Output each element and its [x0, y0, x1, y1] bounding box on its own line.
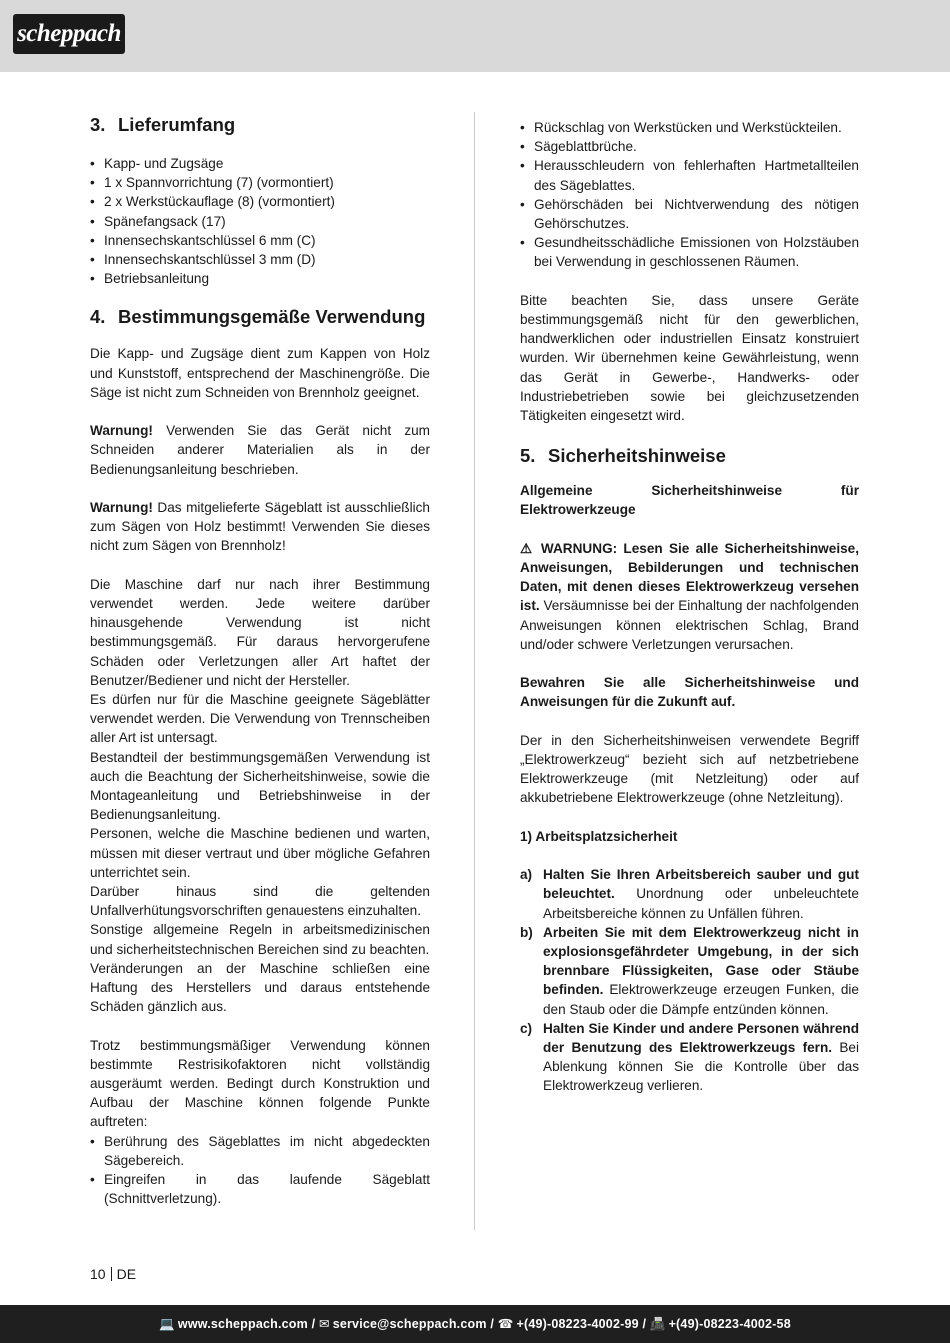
left-column: [90, 112, 430, 1209]
section-4-heading: [90, 304, 430, 330]
warning-label: Warnung!: [90, 500, 153, 516]
paragraph: Der in den Sicherheitshinweisen verwendete Begriff „Elektrowerkzeug“ bezieht sich auf netzbetriebene Elektrowerkzeuge (mit Netzleitung) oder auf akkubetriebene Elektrowerkzeuge (ohne Netzleitung).: [520, 732, 859, 806]
section-4-number: 4.: [90, 306, 106, 328]
list-item: • Innensechskantschlüssel 6 mm (C): [90, 231, 430, 250]
footer-website[interactable]: www.scheppach.com: [177, 1317, 308, 1331]
warning-paragraph: [90, 498, 430, 556]
page-number-value: 10: [90, 1266, 106, 1282]
footer-separator: /: [638, 1317, 650, 1331]
item-text: Elektrowerkzeuge erzeugen Funken, die den Staub oder die Dämpfe entzünden können.: [543, 982, 859, 1017]
risk-list-continued: [520, 118, 859, 272]
list-item: • Sägeblattbrüche.: [520, 137, 859, 156]
warning-label: Warnung!: [90, 423, 153, 439]
footer-email[interactable]: service@scheppach.com: [332, 1317, 487, 1331]
item-label: b): [520, 924, 533, 940]
page-language: DE: [116, 1266, 137, 1282]
list-item: • Rückschlag von Werkstücken und Werkstückteilen.: [520, 118, 859, 137]
list-item: • Herausschleudern von fehlerhaften Hartmetallteilen des Sägeblattes.: [520, 156, 859, 194]
subheading: 1) Arbeitsplatzsicherheit: [520, 828, 678, 844]
list-item: • Gesundheitsschädliche Emissionen von Holzstäuben bei Verwendung in geschlossenen Räumen.: [520, 233, 859, 271]
brand-logo: scheppach: [13, 14, 125, 54]
warning-paragraph: [90, 421, 430, 479]
list-item: [520, 865, 859, 923]
paragraph: Veränderungen an der Maschine schließen eine Haftung des Herstellers und daraus entstehende Schäden gänzlich aus.: [90, 960, 430, 1015]
item-bold-text: Halten Sie Ihren Arbeitsbereich sauber und gut beleuchtet.: [543, 867, 859, 902]
paragraph: Die Kapp- und Zugsäge dient zum Kappen von Holz und Kunststoff, entsprechend der Maschinengröße. Die Säge ist nicht zum Schneiden von Brennholz geeignet.: [90, 346, 430, 400]
page-header: [0, 0, 950, 72]
section-5-number: 5.: [520, 445, 536, 467]
section-3-title: Lieferumfang: [118, 114, 236, 135]
item-text: Bei Ablenkung können Sie die Kontrolle über das Elektrowerkzeug verlieren.: [543, 1040, 859, 1094]
list-item: • Berührung des Sägeblattes im nicht abgedeckten Sägebereich.: [90, 1132, 430, 1170]
list-item: • Eingreifen in das laufende Sägeblatt (Schnittverletzung).: [90, 1170, 430, 1208]
warning-bold-text: WARNUNG: Lesen Sie alle Sicherheitshinweise, Anweisungen, Bebilderungen und technischen Daten, mit denen dieses Elektrowerkzeug versehen ist.: [520, 540, 859, 614]
paragraph: Die Maschine darf nur nach ihrer Bestimmung verwendet werden. Jede weitere darüber hinausgehende Verwendung ist nicht bestimmungsgemäß. Für daraus hervorgerufene Schäden oder Verletzungen aller Art haftet der Benutzer/Bediener und nicht der Hersteller.: [90, 576, 430, 688]
paragraph: Darüber hinaus sind die geltenden Unfallverhütungsvorschriften genauestens einzuhalten.: [90, 884, 430, 919]
fax-icon: 📠: [649, 1317, 666, 1331]
paragraph: Es dürfen nur für die Maschine geeignete Sägeblätter verwendet werden. Die Verwendung von Trennscheiben aller Art ist untersagt.: [90, 692, 430, 746]
keep-instructions: Bewahren Sie alle Sicherheitshinweise und Anweisungen für die Zukunft auf.: [520, 675, 859, 710]
section-3-number: 3.: [90, 114, 106, 135]
page-footer: [0, 1305, 950, 1343]
phone-icon: ☎: [497, 1317, 514, 1331]
item-text: Unordnung oder unbeleuchtete Arbeitsbereiche können zu Unfällen führen.: [543, 886, 859, 921]
list-item: • 2 x Werkstückauflage (8) (vormontiert): [90, 192, 430, 211]
warning-text: Versäumnisse bei der Einhaltung der nachfolgenden Anweisungen können elektrischen Schlag, Brand und/oder schwere Verletzungen verursachen.: [520, 598, 859, 652]
list-item: • 1 x Spannvorrichtung (7) (vormontiert): [90, 173, 430, 192]
section-3-heading: [90, 112, 430, 138]
list-item: • Spänefangsack (17): [90, 212, 430, 231]
paragraph: Trotz bestimmungsmäßiger Verwendung können bestimmte Restrisikofaktoren nicht vollständig ausgeräumt werden. Bedingt durch Konstruktion und Aufbau der Maschine können folgende Punkte auftreten:: [90, 1037, 430, 1130]
computer-icon: 💻: [159, 1317, 175, 1331]
paragraph: Bestandteil der bestimmungsgemäßen Verwendung ist auch die Beachtung der Sicherheitshinweise, sowie die Montageanleitung und Betriebshinweise in der Bedienungsanleitung.: [90, 749, 430, 823]
warning-icon: ⚠: [520, 540, 535, 556]
right-column: [520, 118, 859, 1096]
footer-separator: /: [307, 1317, 319, 1331]
footer-separator: /: [486, 1317, 498, 1331]
list-item: • Gehörschäden bei Nichtverwendung des nötigen Gehörschutzes.: [520, 195, 859, 233]
footer-phone: +(49)-08223-4002-99: [516, 1317, 639, 1331]
subheading: Allgemeine Sicherheitshinweise für Elektrowerkzeuge: [520, 483, 859, 518]
list-item: • Kapp- und Zugsäge: [90, 154, 430, 173]
item-bold-text: Halten Sie Kinder und andere Personen während der Benutzung des Elektrowerkzeugs fern.: [543, 1020, 859, 1056]
item-label: a): [520, 867, 533, 883]
page-number: [90, 1264, 136, 1284]
list-item: [520, 923, 859, 1019]
paragraph: Bitte beachten Sie, dass unsere Geräte bestimmungsgemäß nicht für den gewerblichen, handwerklichen oder industriellen Einsatz konstruiert wurden. Wir übernehmen keine Gewährleistung, wenn das Gerät in Gewerbe-, Handwerks- oder Industriebetrieben sowie bei gleichzusetzenden Tätigkeiten eingesetzt wird.: [520, 292, 859, 424]
item-bold-text: Arbeiten Sie mit dem Elektrowerkzeug nicht in explosionsgefährdeter Umgebung, in der sich brennbare Flüssigkeiten, Gase oder Stäube befinden.: [543, 924, 859, 998]
column-divider: [474, 112, 475, 1230]
warning-text: Das mitgelieferte Sägeblatt ist ausschließlich zum Sägen von Holz bestimmt! Verwenden Sie dieses nicht zum Sägen von Brennholz!: [90, 500, 430, 554]
section-5-heading: [520, 443, 859, 469]
warning-text: Verwenden Sie das Gerät nicht zum Schneiden anderer Materialien als in der Bedienungsanleitung beschrieben.: [90, 423, 430, 477]
section-5-title: Sicherheitshinweise: [548, 445, 726, 467]
list-item: • Innensechskantschlüssel 3 mm (D): [90, 250, 430, 269]
list-item: [520, 1019, 859, 1096]
footer-fax: +(49)-08223-4002-58: [668, 1317, 791, 1331]
mail-icon: ✉: [319, 1317, 330, 1331]
paragraph: Personen, welche die Maschine bedienen und warten, müssen mit dieser vertraut und über mögliche Gefahren unterrichtet sein.: [90, 826, 430, 880]
warning-paragraph: [520, 539, 859, 654]
paragraph: Sonstige allgemeine Regeln in arbeitsmedizinischen und sicherheitstechnischen Bereichen sind zu beachten.: [90, 922, 430, 957]
list-item: • Betriebsanleitung: [90, 269, 430, 288]
risk-list: [90, 1132, 430, 1209]
delivery-list: [90, 154, 430, 288]
item-label: c): [520, 1020, 533, 1036]
safety-list: [520, 865, 859, 1095]
section-4-title: Bestimmungsgemäße Verwendung: [118, 306, 426, 328]
